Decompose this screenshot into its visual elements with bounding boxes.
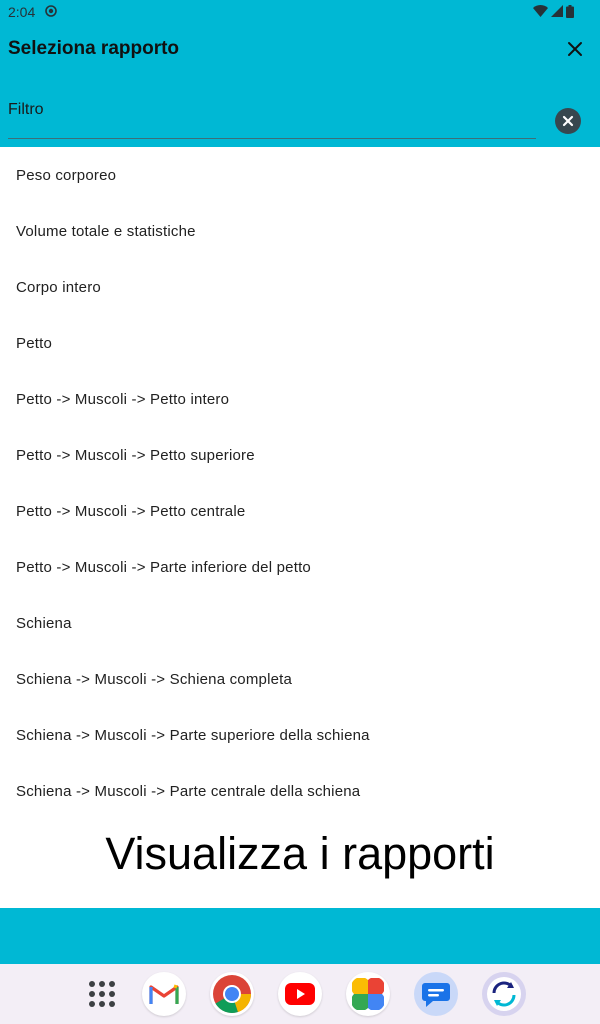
report-item[interactable]: Petto -> Muscoli -> Petto intero xyxy=(16,390,230,408)
app-drawer-button[interactable] xyxy=(80,972,124,1016)
chrome-app[interactable] xyxy=(210,972,254,1016)
close-icon xyxy=(567,41,583,57)
messages-app[interactable] xyxy=(414,972,458,1016)
bottom-accent-bar xyxy=(0,908,600,964)
report-item[interactable]: Schiena -> Muscoli -> Parte superiore della schiena xyxy=(16,726,370,744)
youtube-icon xyxy=(285,983,315,1005)
photos-icon xyxy=(352,978,384,1010)
view-reports-button[interactable]: Visualizza i rapporti xyxy=(105,828,495,879)
gmail-icon xyxy=(149,982,179,1006)
clear-filter-button[interactable] xyxy=(555,108,581,134)
battery-icon xyxy=(566,5,574,18)
page-title: Seleziona rapporto xyxy=(8,38,180,59)
wifi-icon xyxy=(533,5,548,17)
filter-field xyxy=(8,92,536,139)
cell-signal-icon xyxy=(551,5,563,17)
report-item[interactable]: Petto -> Muscoli -> Petto centrale xyxy=(16,502,246,520)
status-icons xyxy=(533,4,574,18)
report-item[interactable]: Volume totale e statistiche xyxy=(16,222,196,240)
close-button[interactable] xyxy=(562,36,588,62)
report-item[interactable]: Schiena -> Muscoli -> Schiena completa xyxy=(16,670,293,688)
report-item[interactable]: Schiena -> Muscoli -> Parte centrale della schiena xyxy=(16,782,361,800)
report-item[interactable]: Petto xyxy=(16,334,53,352)
sync-app-icon xyxy=(486,976,522,1012)
app-drawer-icon xyxy=(89,981,115,1007)
status-time: 2:04 xyxy=(8,4,36,20)
youtube-app[interactable] xyxy=(278,972,322,1016)
report-item[interactable]: Petto -> Muscoli -> Petto superiore xyxy=(16,446,255,464)
chrome-icon xyxy=(212,974,252,1014)
status-bar xyxy=(0,0,600,24)
gmail-app[interactable] xyxy=(142,972,186,1016)
sync-app[interactable] xyxy=(482,972,526,1016)
app-header xyxy=(0,0,600,147)
launcher-dock xyxy=(0,964,600,1024)
report-item[interactable]: Peso corporeo xyxy=(16,166,117,184)
report-item[interactable]: Petto -> Muscoli -> Parte inferiore del petto xyxy=(16,558,311,576)
app-notification-icon xyxy=(45,5,57,17)
report-list xyxy=(0,147,600,819)
report-item[interactable]: Corpo intero xyxy=(16,278,101,296)
report-item[interactable]: Schiena xyxy=(16,614,72,632)
clear-circle-icon xyxy=(562,115,574,127)
photos-app[interactable] xyxy=(346,972,390,1016)
messages-icon xyxy=(421,980,451,1008)
filter-input[interactable] xyxy=(8,98,528,122)
